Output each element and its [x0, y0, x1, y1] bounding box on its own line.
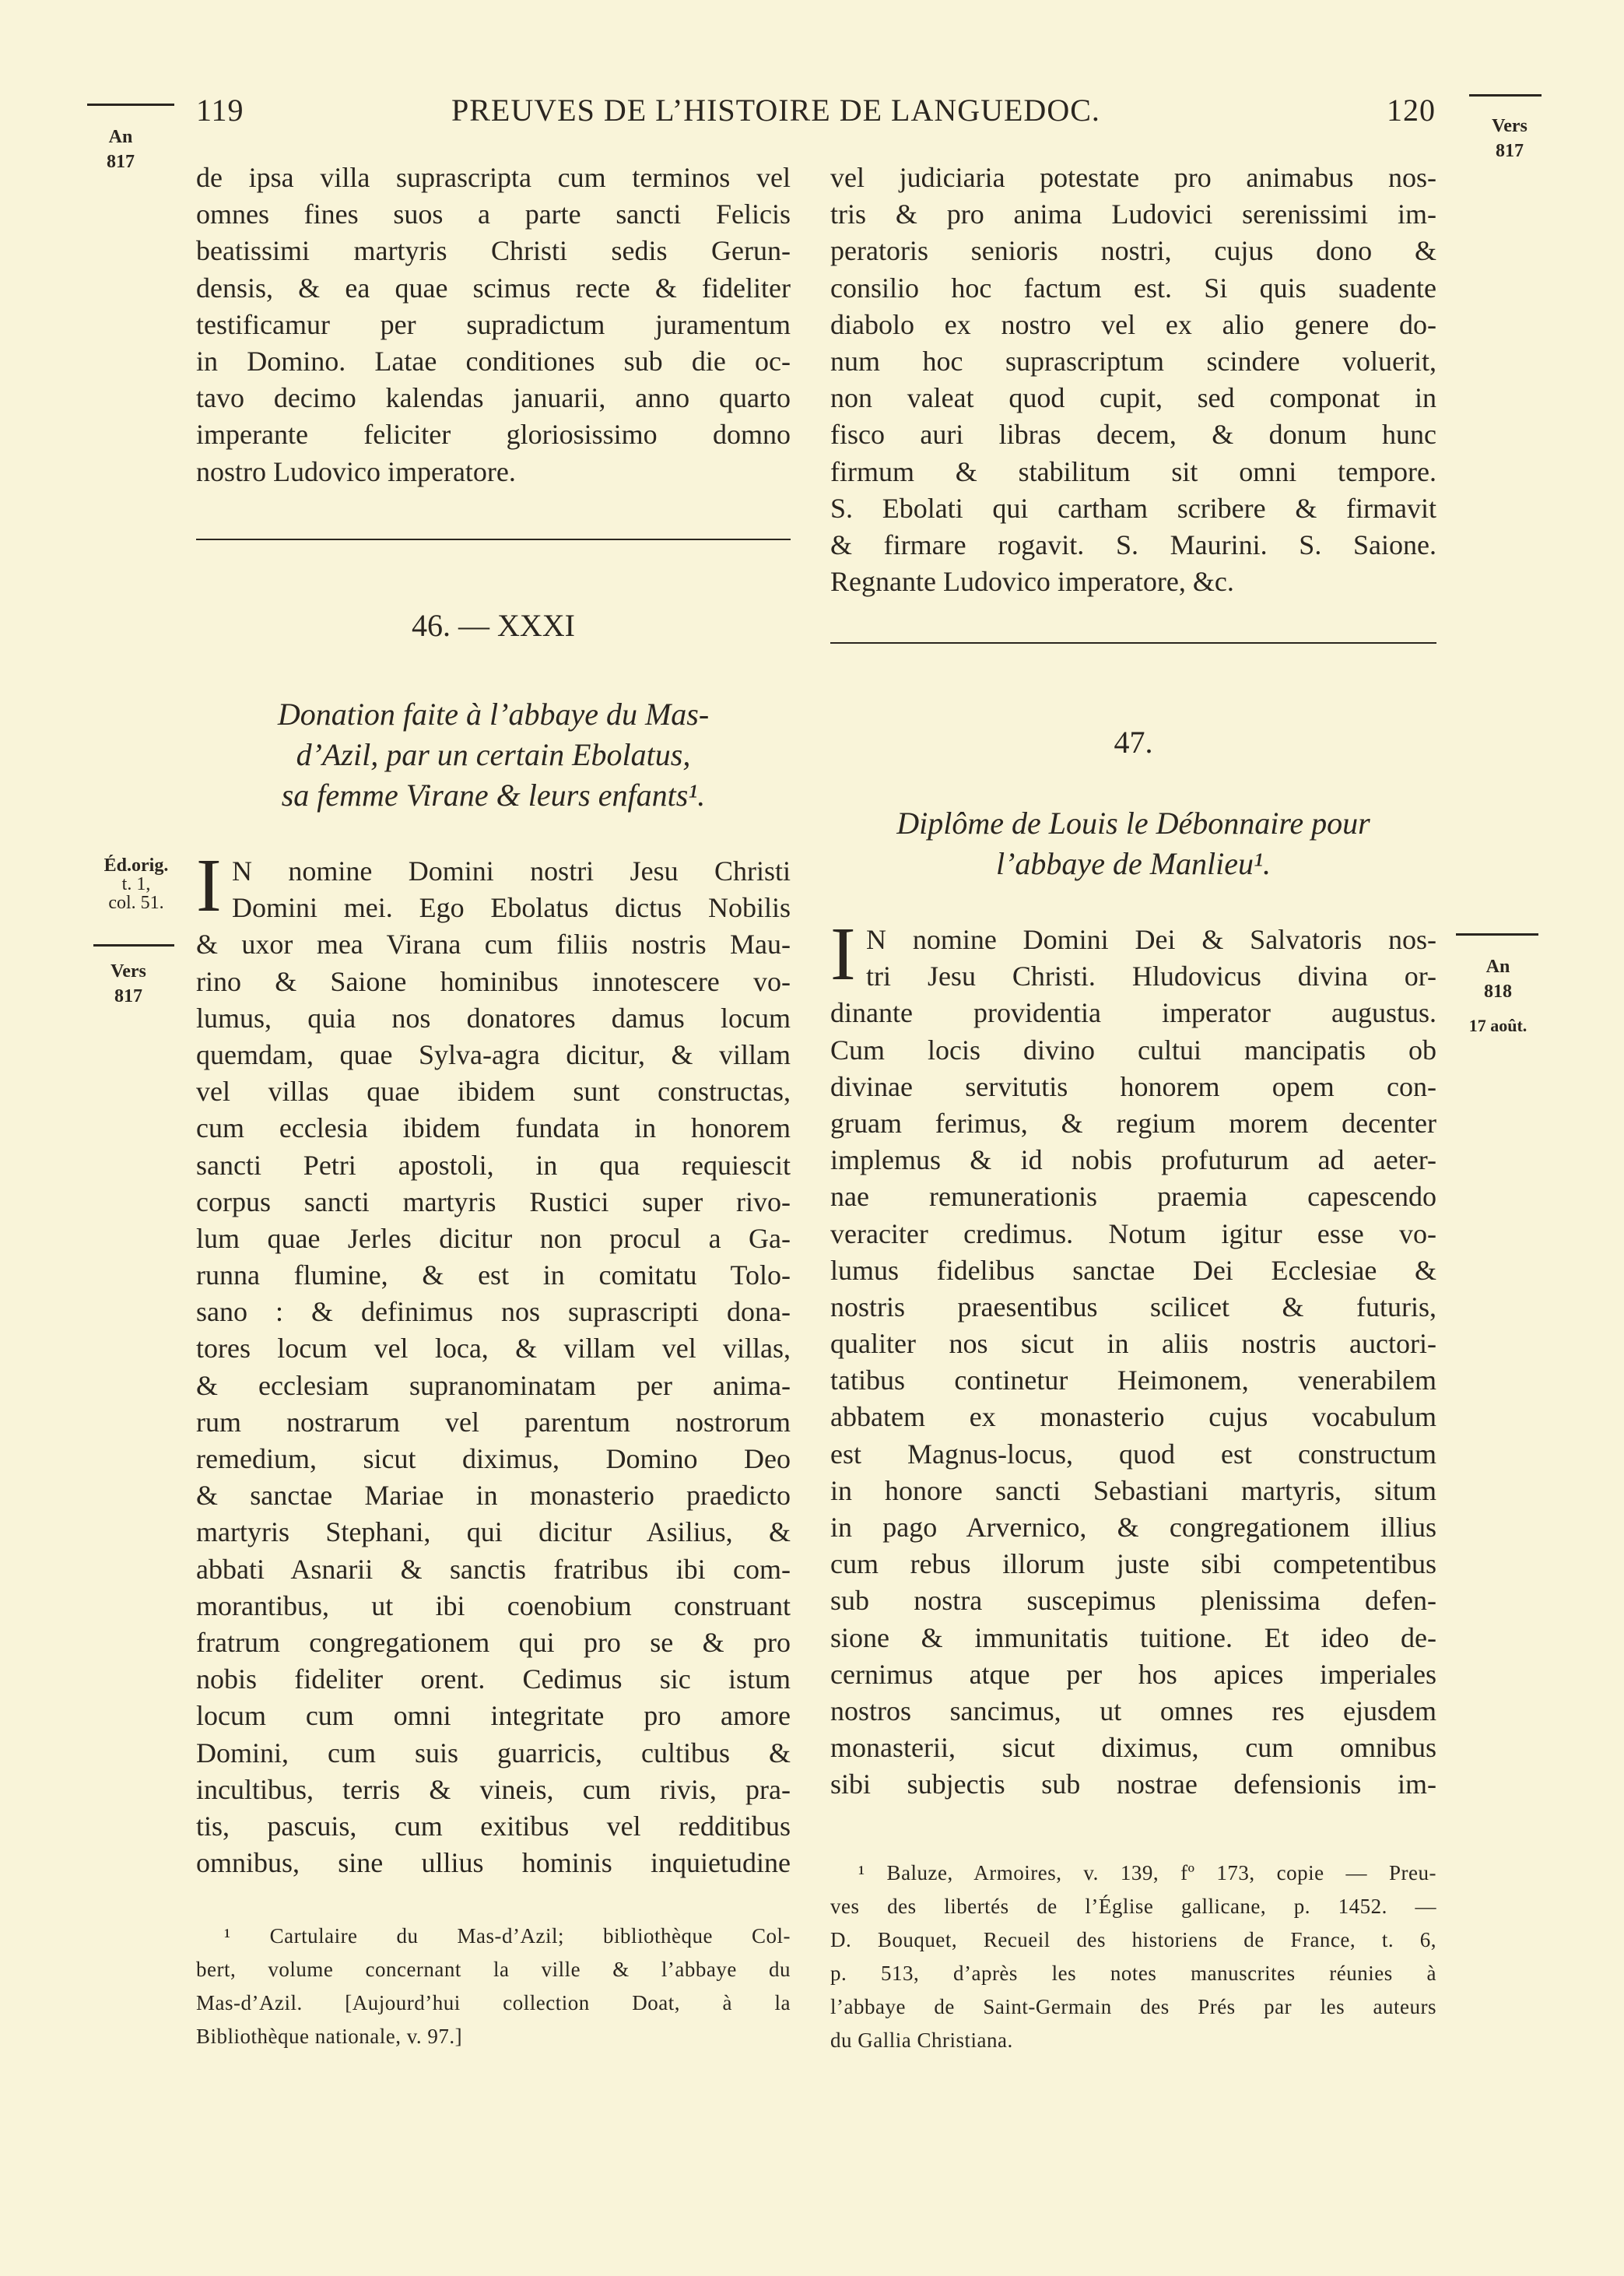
text-line: sub nostra suscepimus plenissima defen-	[830, 1585, 1436, 1617]
edition-column: col. 51.	[108, 893, 164, 913]
text-line: cum ecclesia ibidem fundata in honorem	[196, 1112, 791, 1144]
edition-tome: t. 1,	[121, 874, 151, 894]
text-line: vel judiciaria potestate pro animabus nos-	[830, 162, 1436, 193]
margin-date: 17 août.	[1468, 1016, 1528, 1035]
text-line: densis, & ea quae scimus recte & fideliter	[196, 272, 791, 304]
margin-year-top-right	[1478, 114, 1541, 163]
margin-label: Vers	[110, 961, 146, 982]
text-line: N nomine Domini Dei & Salvatoris nos-	[866, 924, 1436, 955]
text-line: p. 513, d’après les notes manuscrites réunies à	[830, 1962, 1436, 1985]
text-line: tavo decimo kalendas januarii, anno quarto	[196, 382, 791, 414]
margin-label: Vers	[1492, 116, 1528, 136]
left-continuation-paragraph	[196, 160, 791, 490]
margin-rule-right	[1456, 933, 1538, 936]
page-number-left: 119	[196, 93, 244, 128]
text-line: consilio hoc factum est. Si quis suadente	[830, 272, 1436, 304]
drop-cap: I	[196, 844, 222, 928]
edition-note	[82, 856, 191, 912]
text-line: & ecclesiam supranominatam per anima-	[196, 1369, 791, 1401]
text-line: corpus sancti martyris Rustici super rivo-	[196, 1185, 791, 1217]
footnote-46	[196, 1919, 791, 2053]
text-line: rum nostrarum vel parentum nostrorum	[196, 1406, 791, 1438]
text-line: cum rebus illorum juste sibi competentibus	[830, 1548, 1436, 1580]
text-line: morantibus, ut ibi coenobium construant	[196, 1589, 791, 1621]
title-line: Diplôme de Louis le Débonnaire pour	[896, 806, 1370, 841]
text-line: est Magnus-locus, quod est constructum	[830, 1438, 1436, 1470]
text-line: tatibus continetur Heimonem, venerabilem	[830, 1365, 1436, 1396]
margin-label: An	[1485, 957, 1510, 977]
margin-year-right-mid	[1463, 954, 1533, 1038]
drop-cap: I	[830, 912, 856, 996]
text-line: & uxor mea Virana cum filiis nostris Mau-	[196, 929, 791, 961]
text-line: D. Bouquet, Recueil des historiens de France, t. 6,	[830, 1928, 1436, 1951]
text-line: martyris Stephani, qui dicitur Asilius, &	[196, 1516, 791, 1548]
text-line: implemus & id nobis profuturum ad aeter-	[830, 1144, 1436, 1176]
text-line: omnes fines suos a parte sancti Felicis	[196, 198, 791, 230]
text-line: in pago Arvernico, & congregationem illius	[830, 1512, 1436, 1543]
text-line: Regnante Ludovico imperatore, &c.	[830, 566, 1234, 598]
text-line: N nomine Domini nostri Jesu Christi	[232, 855, 791, 887]
text-line: nostro Ludovico imperatore.	[196, 455, 516, 487]
text-line: cernimus atque per hos apices imperiales	[830, 1658, 1436, 1690]
text-line: firmum & stabilitum sit omni tempore.	[830, 455, 1436, 487]
right-continuation-paragraph	[830, 160, 1436, 600]
text-line: tores locum vel loca, & villam vel villas,	[196, 1333, 791, 1365]
text-line: Bibliothèque nationale, v. 97.]	[196, 2025, 463, 2048]
text-line: in Domino. Latae conditiones sub die oc-	[196, 345, 791, 377]
section-divider-right	[830, 642, 1436, 644]
text-line: testificamur per supradictum juramentum	[196, 308, 791, 340]
text-line: non valeat quod cupit, sed componat in	[830, 382, 1436, 414]
text-line: beatissimi martyris Christi sedis Gerun-	[196, 235, 791, 267]
text-line: dinante providentia imperator augustus.	[830, 997, 1436, 1029]
edition-label: Éd.orig.	[103, 855, 169, 876]
title-line: d’Azil, par un certain Ebolatus,	[296, 737, 691, 772]
margin-year-left-mid	[97, 959, 160, 1009]
text-line: sancti Petri apostoli, in qua requiescit	[196, 1149, 791, 1181]
text-line: tis, pascuis, cum exitibus vel redditibus	[196, 1810, 791, 1842]
document-number-46: 46. — XXXI	[412, 608, 575, 643]
text-line: lumus, quia nos donatores damus locum	[196, 1002, 791, 1034]
text-line: du Gallia Christiana.	[830, 2028, 1013, 2052]
text-line: peratoris senioris nostri, cujus dono &	[830, 235, 1436, 267]
text-line: num hoc suprascriptum scindere voluerit,	[830, 345, 1436, 377]
text-line: ¹ Cartulaire du Mas-d’Azil; bibliothèque Col-	[224, 1924, 791, 1948]
text-line: veraciter credimus. Notum igitur esse vo-	[830, 1217, 1436, 1249]
title-line: sa femme Virane & leurs enfants¹.	[281, 778, 706, 813]
margin-year: 817	[114, 986, 142, 1006]
text-line: & firmare rogavit. S. Maurini. S. Saione.	[830, 529, 1436, 560]
text-line: lum quae Jerles dicitur non procul a Ga-	[196, 1222, 791, 1254]
page-number-right: 120	[1387, 93, 1436, 128]
margin-year: 818	[1484, 982, 1512, 1002]
document-title-46	[196, 694, 791, 816]
header-rule-right	[1469, 94, 1542, 97]
text-line: runna flumine, & est in comitatu Tolo-	[196, 1259, 791, 1291]
text-line: gruam ferimus, & regium morem decenter	[830, 1107, 1436, 1139]
text-line: tris & pro anima Ludovici serenissimi im-	[830, 198, 1436, 230]
margin-rule-left	[93, 944, 174, 947]
document-number-47: 47.	[1114, 725, 1153, 760]
text-line: sano : & definimus nos suprascripti dona-	[196, 1296, 791, 1328]
text-line: quemdam, quae Sylva-agra dicitur, & villam	[196, 1038, 791, 1070]
title-line: Donation faite à l’abbaye du Mas-	[277, 697, 710, 732]
text-line: monasterii, sicut diximus, cum omnibus	[830, 1732, 1436, 1764]
text-line: fratrum congregationem qui pro se & pro	[196, 1626, 791, 1658]
text-line: S. Ebolati qui cartham scribere & firmavit	[830, 492, 1436, 524]
text-line: locum cum omni integritate pro amore	[196, 1700, 791, 1732]
text-line: nae remunerationis praemia capescendo	[830, 1181, 1436, 1213]
text-line: remedium, sicut diximus, Domino Deo	[196, 1443, 791, 1474]
text-line: nostros sancimus, ut omnes res ejusdem	[830, 1695, 1436, 1726]
document-47-body	[830, 922, 1436, 1804]
margin-year: 817	[107, 152, 135, 172]
text-line: incultibus, terris & vineis, cum rivis, pra-	[196, 1773, 791, 1805]
text-line: nostris praesentibus scilicet & futuris,	[830, 1291, 1436, 1322]
text-line: tri Jesu Christi. Hludovicus divina or-	[866, 961, 1436, 992]
text-line: Domini, cum suis guarricis, cultibus &	[196, 1737, 791, 1768]
margin-year-top-left	[89, 125, 152, 174]
title-line: l’abbaye de Manlieu¹.	[996, 846, 1271, 881]
text-line: imperante feliciter gloriosissimo domno	[196, 419, 791, 451]
document-title-47	[830, 803, 1436, 884]
text-line: qualiter nos sicut in aliis nostris auctori-	[830, 1328, 1436, 1360]
text-line: lumus fidelibus sanctae Dei Ecclesiae &	[830, 1254, 1436, 1286]
text-line: fisco auri libras decem, & donum hunc	[830, 419, 1436, 451]
text-line: ¹ Baluze, Armoires, v. 139, fº 173, copie — Preu-	[858, 1861, 1436, 1884]
text-line: divinae servitutis honorem opem con-	[830, 1070, 1436, 1102]
text-line: Mas-d’Azil. [Aujourd’hui collection Doat, à la	[196, 1991, 791, 2014]
text-line: rino & Saione hominibus innotescere vo-	[196, 965, 791, 997]
header-rule-left	[87, 104, 174, 106]
text-line: l’abbaye de Saint-Germain des Prés par les auteurs	[830, 1995, 1436, 2018]
document-46-body	[196, 844, 791, 1881]
text-line: bert, volume concernant la ville & l’abbaye du	[196, 1958, 791, 1981]
text-line: Domini mei. Ego Ebolatus dictus Nobilis	[232, 892, 791, 924]
text-line: ves des libertés de l’Église gallicane, p. 1452. —	[830, 1895, 1436, 1918]
text-line: nobis fideliter orent. Cedimus sic istum	[196, 1663, 791, 1695]
text-line: diabolo ex nostro vel ex alio genere do-	[830, 308, 1436, 340]
text-line: abbatem ex monasterio cujus vocabulum	[830, 1401, 1436, 1433]
text-line: vel villas quae ibidem sunt constructas,	[196, 1076, 791, 1108]
text-line: abbati Asnarii & sanctis fratribus ibi com-	[196, 1553, 791, 1585]
footnote-47	[830, 1856, 1436, 2057]
section-divider-left	[196, 539, 791, 540]
margin-year: 817	[1496, 141, 1524, 161]
text-line: in honore sancti Sebastiani martyris, situm	[830, 1474, 1436, 1506]
running-title: PREUVES DE L’HISTOIRE DE LANGUEDOC.	[451, 93, 1100, 128]
text-line: de ipsa villa suprascripta cum terminos vel	[196, 162, 791, 193]
margin-label: An	[108, 127, 133, 147]
text-line: sibi subjectis sub nostrae defensionis im-	[830, 1768, 1436, 1800]
text-line: omnibus, sine ullius hominis inquietudine	[196, 1847, 791, 1879]
text-line: sione & immunitatis tuitione. Et ideo de-	[830, 1621, 1436, 1653]
text-line: Cum locis divino cultui mancipatis ob	[830, 1034, 1436, 1066]
text-line: & sanctae Mariae in monasterio praedicto	[196, 1480, 791, 1512]
